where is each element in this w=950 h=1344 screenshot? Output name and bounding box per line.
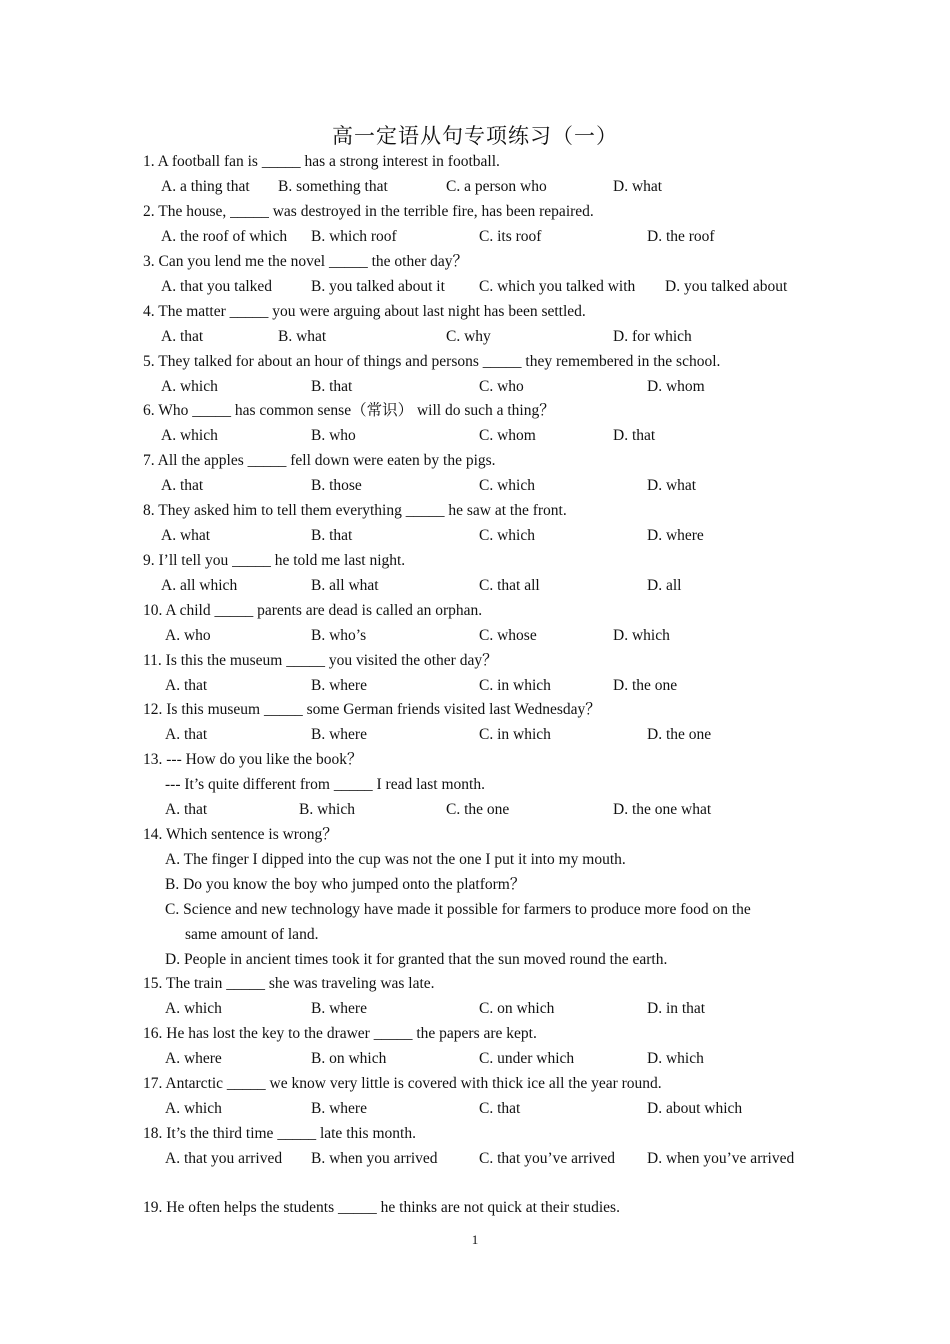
question-stem: 1. A football fan is _____ has a strong interest in football.: [143, 153, 500, 170]
option-b: B. who: [311, 427, 356, 444]
question-stem: 9. I’ll tell you _____ he told me last night.: [143, 552, 406, 569]
option-b: B. where: [311, 726, 367, 743]
option-a: A. that: [161, 477, 204, 494]
option-d: D. where: [647, 527, 704, 544]
option-d: D. in that: [647, 1000, 706, 1017]
option-b: B. where: [311, 677, 367, 694]
question-stem: 15. The train _____ she was traveling was late.: [143, 975, 435, 992]
option-a: A. which: [165, 1000, 222, 1017]
option-c: C. that all: [479, 577, 540, 594]
option-c: C. the one: [446, 801, 510, 818]
option-b: B. that: [311, 527, 353, 544]
question-stem: 10. A child _____ parents are dead is called an orphan.: [143, 602, 483, 619]
option-b: B. where: [311, 1000, 367, 1017]
option-d: D. which: [613, 627, 670, 644]
option-c: C. that you’ve arrived: [479, 1150, 616, 1167]
question-stem: 19. He often helps the students _____ he thinks are not quick at their studies.: [143, 1199, 620, 1216]
option-d: D. whom: [647, 378, 705, 395]
question-stem: 17. Antarctic _____ we know very little is covered with thick ice all the year round.: [143, 1075, 662, 1092]
question-stem: 5. They talked for about an hour of things and persons _____ they remembered in the school.: [143, 353, 721, 370]
option-b: B. all what: [311, 577, 379, 594]
page-title: 高一定语从句专项练习（一）: [332, 124, 618, 148]
question-stem: 7. All the apples _____ fell down were eaten by the pigs.: [143, 452, 496, 469]
option-b: B. something that: [278, 178, 388, 195]
option-c: C. its roof: [479, 228, 542, 245]
option-a: A. a thing that: [161, 178, 250, 195]
question-stem: 18. It’s the third time _____ late this month.: [143, 1125, 416, 1142]
option-a: A. that you arrived: [165, 1150, 283, 1167]
option-b: B. which: [299, 801, 355, 818]
option-a: A. the roof of which: [161, 228, 288, 245]
option-d: D. about which: [647, 1100, 743, 1117]
option-c: C. which: [479, 527, 535, 544]
option-c: C. Science and new technology have made it possible for farmers to produce more food on the: [165, 901, 751, 918]
option-b: B. when you arrived: [311, 1150, 438, 1167]
option-d: D. the roof: [647, 228, 715, 245]
option-d: D. what: [647, 477, 697, 494]
option-b: B. those: [311, 477, 362, 494]
option-a: A. that: [165, 801, 208, 818]
option-a: A. which: [165, 1100, 222, 1117]
option-a: A. The finger I dipped into the cup was not the one I put it into my mouth.: [165, 851, 626, 868]
option-c: C. which: [479, 477, 535, 494]
option-d: D. People in ancient times took it for granted that the sun moved round the earth.: [165, 951, 668, 968]
question-stem: 6. Who _____ has common sense（常识） will do such a thing？: [143, 402, 555, 419]
option-a: A. that: [165, 726, 208, 743]
question-stem: 3. Can you lend me the novel _____ the other day？: [143, 253, 469, 270]
question-dialogue-line: --- It’s quite different from _____ I read last month.: [165, 776, 485, 793]
option-b: B. you talked about it: [311, 278, 445, 295]
option-c: C. who: [479, 378, 524, 395]
page-number: 1: [471, 1232, 479, 1247]
option-d: D. for which: [613, 328, 692, 345]
option-a: A. that: [165, 677, 208, 694]
option-c: C. in which: [479, 726, 551, 743]
option-c-continued: same amount of land.: [185, 926, 319, 943]
question-stem: 12. Is this museum _____ some German friends visited last Wednesday？: [143, 701, 601, 718]
option-d: D. that: [613, 427, 656, 444]
question-stem: 16. He has lost the key to the drawer _____ the papers are kept.: [143, 1025, 537, 1042]
option-b: B. which roof: [311, 228, 397, 245]
option-d: D. all: [647, 577, 682, 594]
option-d: D. what: [613, 178, 663, 195]
option-b: B. who’s: [311, 627, 367, 644]
option-c: C. a person who: [446, 178, 547, 195]
option-c: C. which you talked with: [479, 278, 636, 295]
option-c: C. in which: [479, 677, 551, 694]
option-d: D. which: [647, 1050, 704, 1067]
option-a: A. that you talked: [161, 278, 273, 295]
question-stem: 14. Which sentence is wrong？: [143, 826, 338, 843]
option-c: C. on which: [479, 1000, 555, 1017]
question-stem: 13. --- How do you like the book？: [143, 751, 363, 768]
option-c: C. under which: [479, 1050, 575, 1067]
option-a: A. where: [165, 1050, 222, 1067]
option-a: A. who: [165, 627, 211, 644]
option-a: A. which: [161, 378, 218, 395]
option-b: B. Do you know the boy who jumped onto the platform？: [165, 876, 526, 893]
option-a: A. what: [161, 527, 211, 544]
option-d: D. the one: [647, 726, 712, 743]
option-d: D. when you’ve arrived: [647, 1150, 795, 1167]
option-b: B. what: [278, 328, 327, 345]
question-stem: 8. They asked him to tell them everything _____ he saw at the front.: [143, 502, 567, 519]
option-a: A. all which: [161, 577, 238, 594]
option-c: C. that: [479, 1100, 521, 1117]
option-a: A. that: [161, 328, 204, 345]
option-c: C. whose: [479, 627, 537, 644]
question-stem: 11. Is this the museum _____ you visited the other day？: [143, 652, 498, 669]
option-d: D. you talked about: [665, 278, 788, 295]
option-d: D. the one: [613, 677, 678, 694]
question-stem: 2. The house, _____ was destroyed in the terrible fire, has been repaired.: [143, 203, 594, 220]
option-c: C. whom: [479, 427, 536, 444]
option-a: A. which: [161, 427, 218, 444]
option-b: B. on which: [311, 1050, 387, 1067]
option-c: C. why: [446, 328, 491, 345]
question-stem: 4. The matter _____ you were arguing about last night has been settled.: [143, 303, 586, 320]
option-d: D. the one what: [613, 801, 712, 818]
option-b: B. that: [311, 378, 353, 395]
option-b: B. where: [311, 1100, 367, 1117]
